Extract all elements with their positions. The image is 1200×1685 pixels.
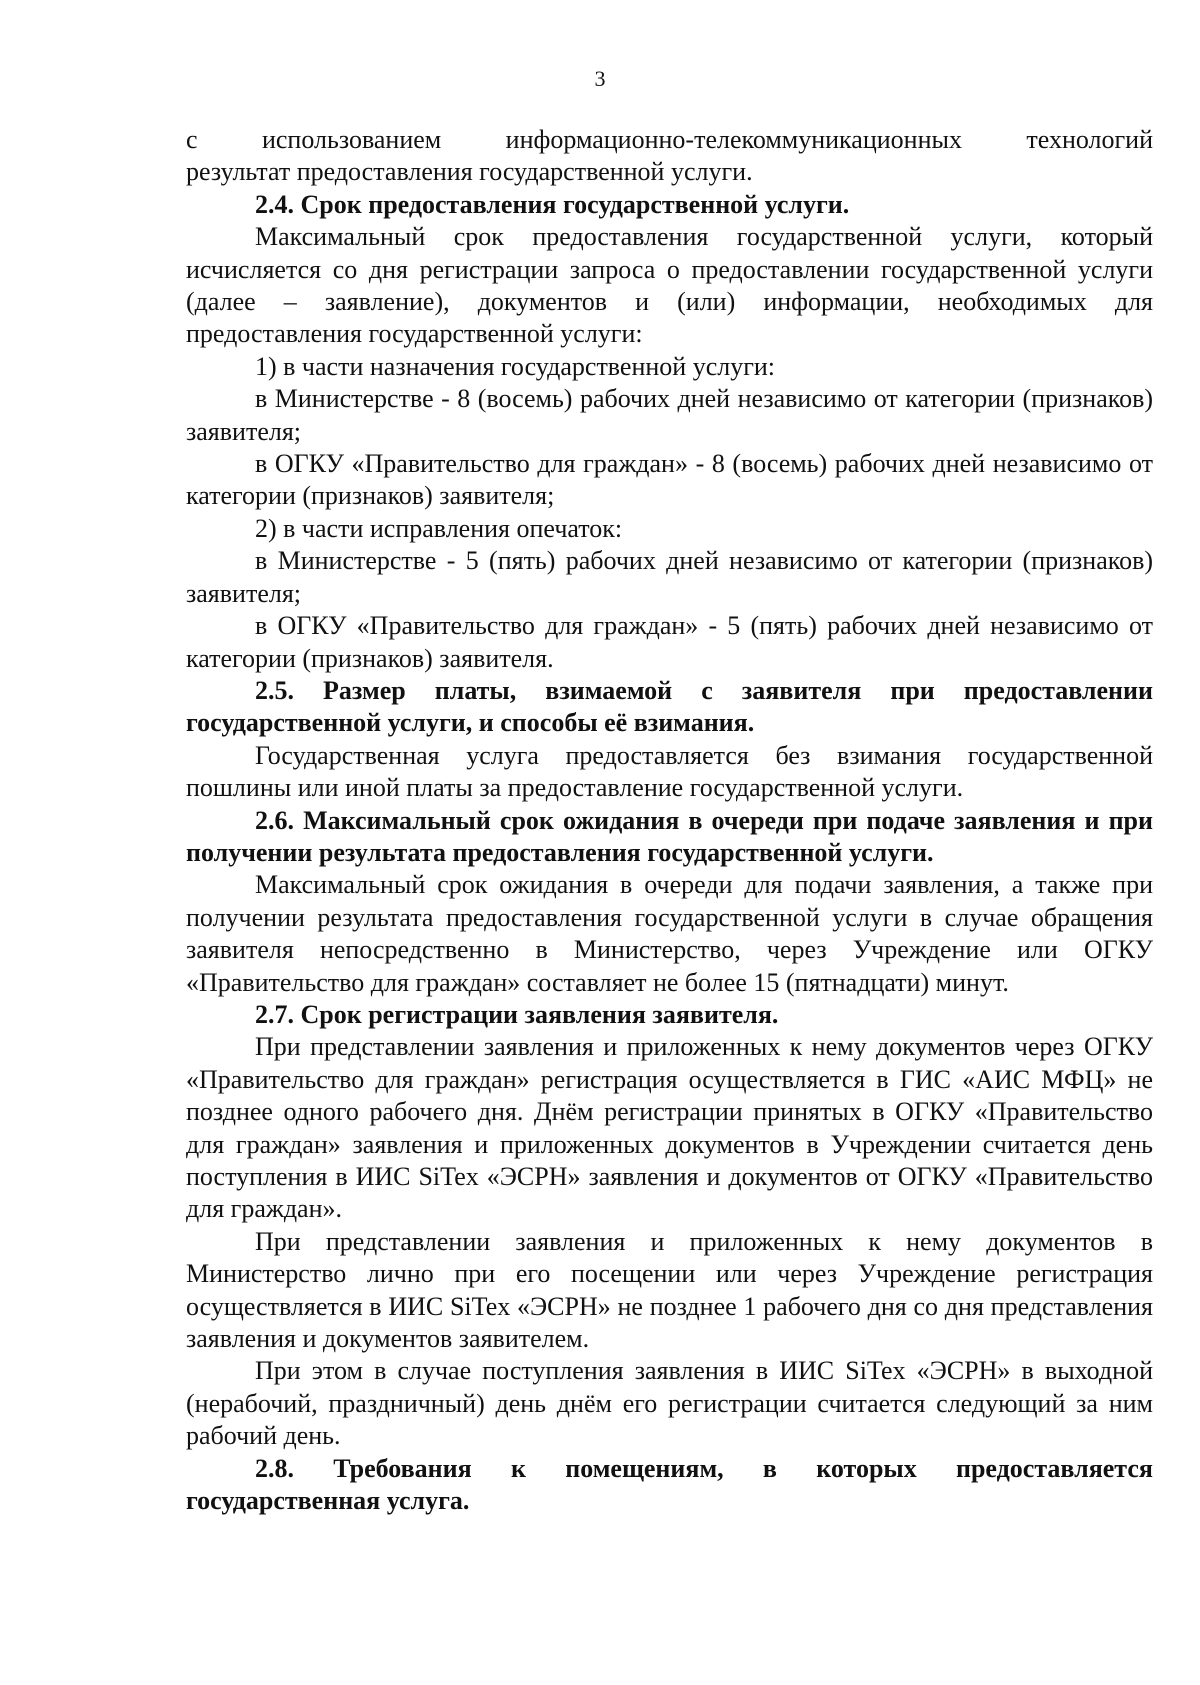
section-heading-2-6: 2.6. Максимальный срок ожидания в очереди при подаче заявления и при получении результата предоставления государственной услуги. [186, 805, 1153, 867]
paragraph: Максимальный срок предоставления государственной услуги, который исчисляется со дня регистрации запроса о предоставлении государственной услуги (далее – заявление), документов и (или) информации, необходимых для предоставления государственной услуги: [186, 222, 1153, 349]
paragraph-continuation: результат предоставления государственной услуги. [186, 157, 753, 187]
paragraph: в ОГКУ «Правительство для граждан» - 5 (пять) рабочих дней независимо от категории (признаков) заявителя. [186, 611, 1153, 673]
paragraph: При этом в случае поступления заявления в ИИС SiTex «ЭСРН» в выходной (нерабочий, праздничный) день днём его регистрации считается следующий за ним рабочий день. [186, 1356, 1153, 1451]
paragraph: При представлении заявления и приложенных к нему документов через ОГКУ «Правительство для граждан» регистрация осуществляется в ГИС «АИС МФЦ» не позднее одного рабочего дня. Днём регистрации принятых в ОГКУ «Правительство для граждан» заявления и приложенных документов в Учреждении считается день поступления в ИИС SiTex «ЭСРН» заявления и документов от ОГКУ «Правительство для граждан». [186, 1032, 1153, 1224]
list-item: 2) в части исправления опечаток: [255, 513, 623, 543]
section-heading-2-7: 2.7. Срок регистрации заявления заявителя. [255, 999, 779, 1029]
paragraph: в Министерстве - 5 (пять) рабочих дней независимо от категории (признаков) заявителя; [186, 546, 1153, 608]
paragraph: в Министерстве - 8 (восемь) рабочих дней независимо от категории (признаков) заявителя; [186, 384, 1153, 446]
document-body [186, 124, 1153, 1517]
paragraph: При представлении заявления и приложенных к нему документов в Министерство лично при его посещении или через Учреждение регистрация осуществляется в ИИС SiTex «ЭСРН» не позднее 1 рабочего дня со дня представления заявления и документов заявителем. [186, 1226, 1153, 1354]
paragraph: Максимальный срок ожидания в очереди для подачи заявления, а также при получении результата предоставления государственной услуги в случае обращения заявителя непосредственно в Министерство, через Учреждение или ОГКУ «Правительство для граждан» составляет не более 15 (пятнадцати) минут. [186, 870, 1153, 997]
section-heading-2-4: 2.4. Срок предоставления государственной услуги. [255, 189, 850, 219]
list-item: 1) в части назначения государственной услуги: [255, 351, 776, 381]
section-heading-2-8: 2.8. Требования к помещениям, в которых предоставляется государственная услуга. [186, 1453, 1153, 1516]
section-heading-2-5: 2.5. Размер платы, взимаемой с заявителя при предоставлении государственной услуги, и способы её взимания. [186, 675, 1153, 738]
paragraph: Государственная услуга предоставляется без взимания государственной пошлины или иной платы за предоставление государственной услуги. [186, 740, 1153, 803]
paragraph: в ОГКУ «Правительство для граждан» - 8 (восемь) рабочих дней независимо от категории (признаков) заявителя; [186, 449, 1153, 511]
page-number: 3 [594, 66, 606, 91]
paragraph-first-line: с использованием информационно-телекоммуникационных технологий [186, 125, 1153, 154]
